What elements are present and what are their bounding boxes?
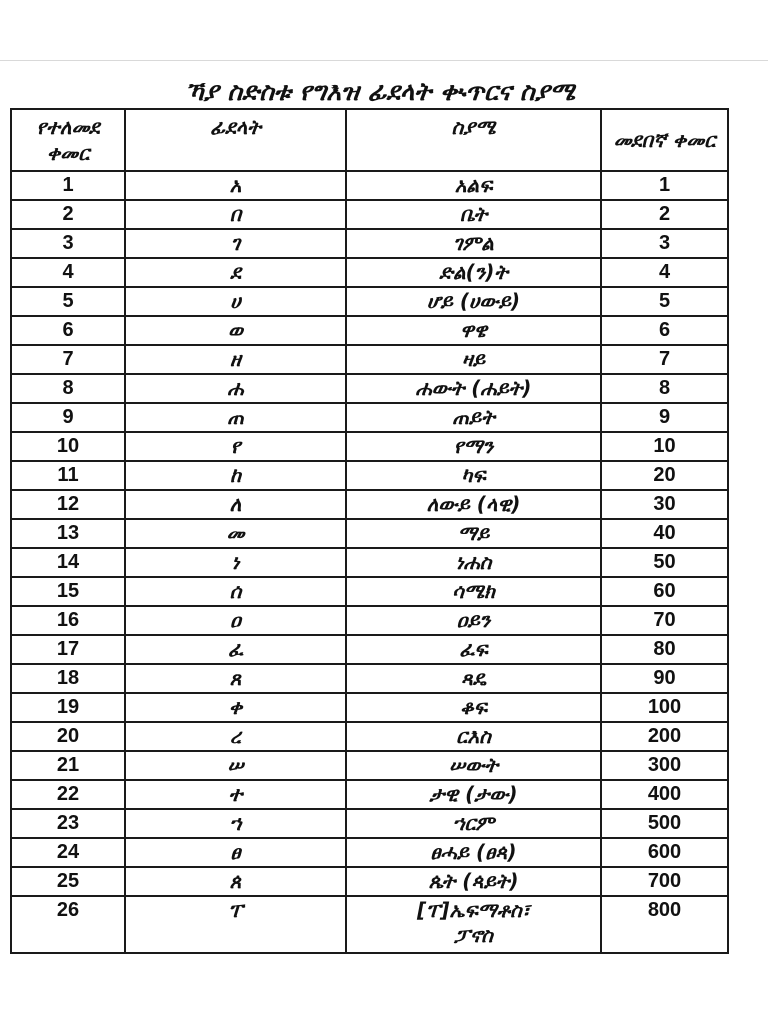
name-cell: ቤት [346, 200, 601, 229]
order-cell: 21 [11, 751, 125, 780]
value-cell: 100 [601, 693, 728, 722]
table-header-row [11, 109, 728, 171]
header-letter [125, 109, 346, 171]
value-cell: 9 [601, 403, 728, 432]
table-row [11, 722, 728, 751]
header-letter-label: ፊደላት [210, 115, 261, 139]
value-cell: 70 [601, 606, 728, 635]
order-cell: 10 [11, 432, 125, 461]
letter-cell: መ [125, 519, 346, 548]
value-cell: 200 [601, 722, 728, 751]
order-cell: 19 [11, 693, 125, 722]
order-cell: 2 [11, 200, 125, 229]
name-cell: ርእስ [346, 722, 601, 751]
letter-cell: ፈ [125, 635, 346, 664]
name-cell: ድል(ን)ት [346, 258, 601, 287]
order-cell: 12 [11, 490, 125, 519]
order-cell: 4 [11, 258, 125, 287]
table-row [11, 461, 728, 490]
table-row [11, 548, 728, 577]
table-row [11, 635, 728, 664]
order-cell: 1 [11, 171, 125, 200]
table-row [11, 606, 728, 635]
table-row [11, 751, 728, 780]
table-row [11, 432, 728, 461]
table-row [11, 229, 728, 258]
name-cell: ነሐስ [346, 548, 601, 577]
letter-cell: ኀ [125, 809, 346, 838]
table-row [11, 345, 728, 374]
name-cell: ዛይ [346, 345, 601, 374]
order-cell: 9 [11, 403, 125, 432]
letter-cell: ፀ [125, 838, 346, 867]
order-cell: 6 [11, 316, 125, 345]
table-row [11, 577, 728, 606]
name-line-2: ፓኖስ [454, 923, 493, 947]
name-cell [346, 896, 601, 953]
letter-cell: ቀ [125, 693, 346, 722]
table-row [11, 403, 728, 432]
letter-cell: ለ [125, 490, 346, 519]
letter-cell: ጸ [125, 664, 346, 693]
top-divider [0, 60, 768, 61]
table-row [11, 838, 728, 867]
letter-cell: ሰ [125, 577, 346, 606]
value-cell: 30 [601, 490, 728, 519]
letter-cell: ሀ [125, 287, 346, 316]
table-row [11, 490, 728, 519]
name-cell: ሳሜክ [346, 577, 601, 606]
table-row [11, 287, 728, 316]
header-order-label: የተለመደ ቀመር [36, 115, 100, 165]
order-cell: 7 [11, 345, 125, 374]
value-cell: 7 [601, 345, 728, 374]
name-cell: ሐውት (ሐይት) [346, 374, 601, 403]
letter-cell: ፐ [125, 896, 346, 953]
order-cell: 8 [11, 374, 125, 403]
value-cell: 500 [601, 809, 728, 838]
order-cell: 24 [11, 838, 125, 867]
name-line-1: [ፐ]ኤፍማቶስ፣ [417, 898, 530, 922]
header-value-label: መደበኛ ቀመር [613, 128, 716, 152]
table-row [11, 896, 728, 953]
value-cell: 1 [601, 171, 728, 200]
letter-cell: ተ [125, 780, 346, 809]
header-name-label: ስያሜ [451, 115, 496, 139]
letter-cell: ዐ [125, 606, 346, 635]
letter-cell: ወ [125, 316, 346, 345]
table-row [11, 693, 728, 722]
value-cell: 10 [601, 432, 728, 461]
order-cell: 14 [11, 548, 125, 577]
name-cell: አልፍ [346, 171, 601, 200]
value-cell: 2 [601, 200, 728, 229]
header-value [601, 109, 728, 171]
letter-cell: ከ [125, 461, 346, 490]
value-cell: 80 [601, 635, 728, 664]
value-cell: 3 [601, 229, 728, 258]
order-cell: 11 [11, 461, 125, 490]
name-cell: ቆፍ [346, 693, 601, 722]
name-cell: ኀርም [346, 809, 601, 838]
order-cell: 23 [11, 809, 125, 838]
order-cell: 18 [11, 664, 125, 693]
value-cell: 4 [601, 258, 728, 287]
order-cell: 25 [11, 867, 125, 896]
letter-cell: ጰ [125, 867, 346, 896]
letter-cell: ገ [125, 229, 346, 258]
order-cell: 22 [11, 780, 125, 809]
letter-cell: በ [125, 200, 346, 229]
value-cell: 400 [601, 780, 728, 809]
name-cell: ገምል [346, 229, 601, 258]
order-cell: 5 [11, 287, 125, 316]
table-row [11, 780, 728, 809]
table-row [11, 867, 728, 896]
letter-cell: ደ [125, 258, 346, 287]
letter-cell: ሠ [125, 751, 346, 780]
name-cell: ፀሓይ (ፀጳ) [346, 838, 601, 867]
letter-cell: ነ [125, 548, 346, 577]
letter-cell: ሐ [125, 374, 346, 403]
table-row [11, 519, 728, 548]
name-cell: ዋዌ [346, 316, 601, 345]
value-cell: 300 [601, 751, 728, 780]
order-cell: 17 [11, 635, 125, 664]
name-cell: ሆይ (ሀውይ) [346, 287, 601, 316]
letter-cell: አ [125, 171, 346, 200]
order-cell: 3 [11, 229, 125, 258]
order-cell: 20 [11, 722, 125, 751]
value-cell: 50 [601, 548, 728, 577]
value-cell: 6 [601, 316, 728, 345]
name-cell: ጠይት [346, 403, 601, 432]
table-row [11, 258, 728, 287]
table-row [11, 374, 728, 403]
name-cell: ማይ [346, 519, 601, 548]
table-row [11, 809, 728, 838]
name-cell: ታዊ (ታው) [346, 780, 601, 809]
name-cell: ጻዴ [346, 664, 601, 693]
letter-cell: ጠ [125, 403, 346, 432]
name-cell: ሠውት [346, 751, 601, 780]
table-row [11, 171, 728, 200]
value-cell: 8 [601, 374, 728, 403]
header-name [346, 109, 601, 171]
value-cell: 700 [601, 867, 728, 896]
letter-cell: ረ [125, 722, 346, 751]
table-row [11, 200, 728, 229]
value-cell: 600 [601, 838, 728, 867]
letter-cell: ዘ [125, 345, 346, 374]
header-order [11, 109, 125, 171]
value-cell: 90 [601, 664, 728, 693]
value-cell: 800 [601, 896, 728, 953]
name-cell: ጴት (ጳይት) [346, 867, 601, 896]
order-cell: 15 [11, 577, 125, 606]
order-cell: 16 [11, 606, 125, 635]
name-cell: ዐይን [346, 606, 601, 635]
name-cell: የማን [346, 432, 601, 461]
letters-table [10, 108, 729, 954]
order-cell: 26 [11, 896, 125, 953]
table-row [11, 316, 728, 345]
value-cell: 40 [601, 519, 728, 548]
name-cell: ለውይ (ላዊ) [346, 490, 601, 519]
table-row [11, 664, 728, 693]
document-title: ኻያ ስድስቱ የግእዝ ፊደላት ቊጥርና ስያሜ [184, 77, 576, 106]
name-cell: ፈፍ [346, 635, 601, 664]
order-cell: 13 [11, 519, 125, 548]
name-cell: ካፍ [346, 461, 601, 490]
letter-cell: የ [125, 432, 346, 461]
value-cell: 5 [601, 287, 728, 316]
value-cell: 60 [601, 577, 728, 606]
value-cell: 20 [601, 461, 728, 490]
